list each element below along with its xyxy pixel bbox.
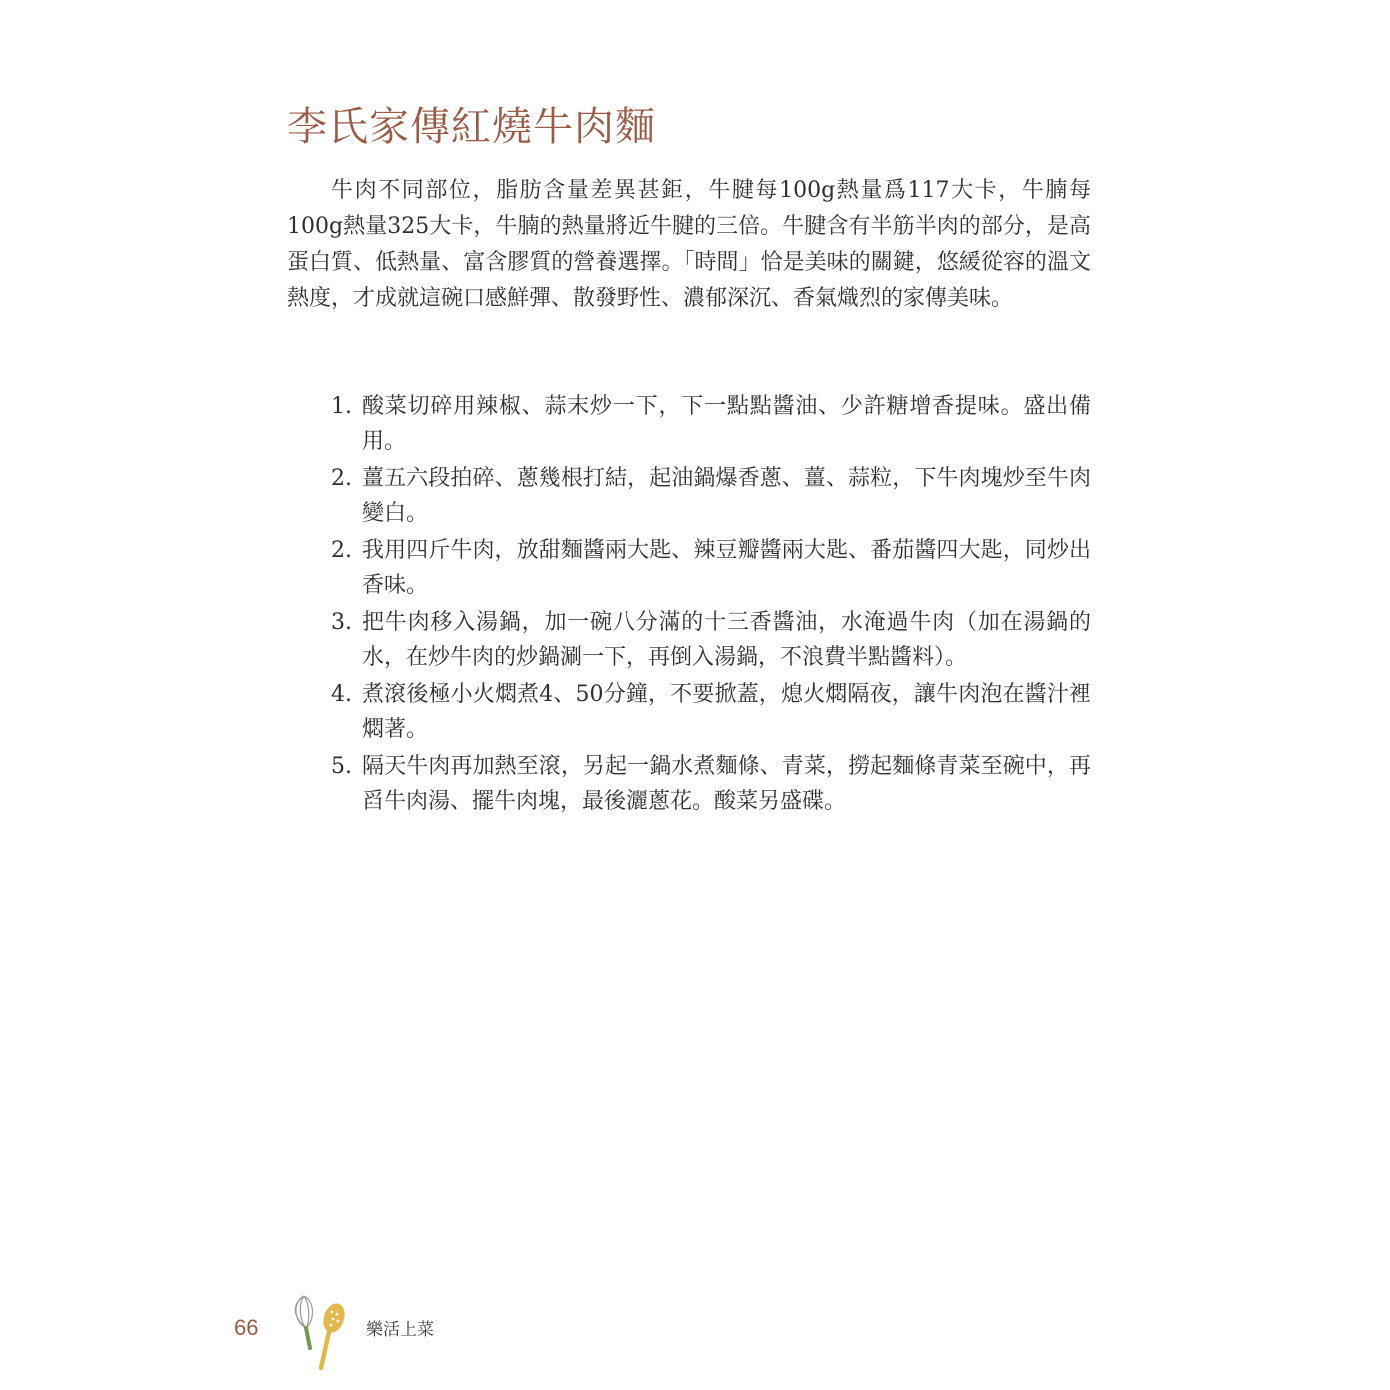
step-item xyxy=(287,749,1091,819)
whisk-and-spoon-icon xyxy=(288,1292,354,1372)
step-text: 薑五六段拍碎、蔥幾根打結，起油鍋爆香蔥、薑、蒜粒，下牛肉塊炒至牛肉變白。 xyxy=(362,466,1091,526)
step-text: 我用四斤牛肉，放甜麵醬兩大匙、辣豆瓣醬兩大匙、番茄醬四大匙，同炒出香味。 xyxy=(362,538,1091,598)
step-number: 3. xyxy=(331,610,352,635)
page-number: 66 xyxy=(234,1315,259,1340)
step-text: 把牛肉移入湯鍋，加一碗八分滿的十三香醬油，水淹過牛肉（加在湯鍋的水，在炒牛肉的炒鍋涮一下，再倒入湯鍋，不浪費半點醬料）。 xyxy=(362,610,1091,670)
step-item xyxy=(287,389,1091,459)
step-number: 4. xyxy=(331,682,352,707)
step-number: 2. xyxy=(331,538,352,563)
step-item xyxy=(287,677,1091,747)
step-text: 酸菜切碎用辣椒、蒜末炒一下，下一點點醬油、少許糖增香提味。盛出備用。 xyxy=(362,394,1091,454)
step-number: 2. xyxy=(331,466,352,491)
intro-paragraph: 牛肉不同部位，脂肪含量差異甚鉅，牛腱每100g熱量爲117大卡，牛腩每100g熱量325大卡，牛腩的熱量將近牛腱的三倍。牛腱含有半筋半肉的部分，是高蛋白質、低熱量、富含膠質的營養選擇。「時間」恰是美味的關鍵，悠緩從容的溫文熱度，才成就這碗口感鮮彈、散發野性、濃郁深沉、香氣熾烈的家傳美味。 xyxy=(287,178,1091,311)
recipe-steps xyxy=(287,389,1091,821)
step-number: 5. xyxy=(331,754,352,779)
step-item xyxy=(287,533,1091,603)
step-text: 煮滾後極小火燜煮4、50分鐘，不要掀蓋，熄火燜隔夜，讓牛肉泡在醬汁裡燜著。 xyxy=(362,682,1091,742)
step-text: 隔天牛肉再加熱至滾，另起一鍋水煮麵條、青菜，撈起麵條青菜至碗中，再舀牛肉湯、擺牛肉塊，最後灑蔥花。酸菜另盛碟。 xyxy=(362,754,1091,814)
step-item xyxy=(287,605,1091,675)
step-item xyxy=(287,461,1091,531)
step-number: 1. xyxy=(331,394,352,419)
recipe-title: 李氏家傳紅燒牛肉麵 xyxy=(287,104,656,150)
page-footer xyxy=(234,1292,554,1372)
book-name: 樂活上菜 xyxy=(366,1320,434,1339)
